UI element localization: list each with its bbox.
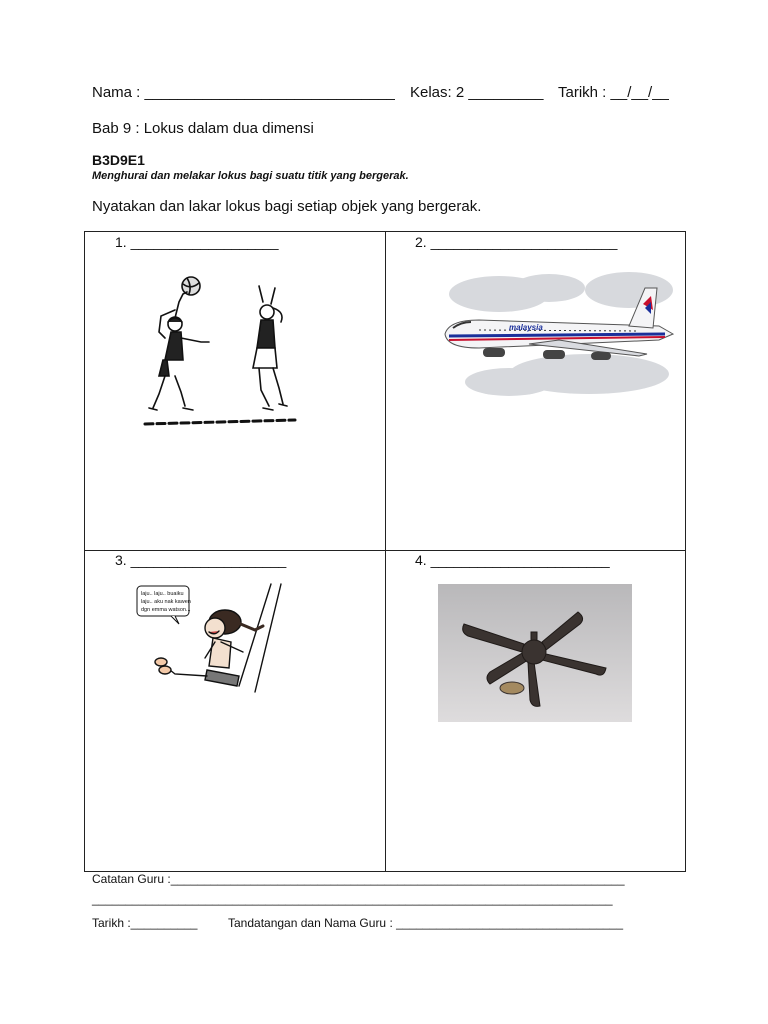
swing-girl-image (135, 582, 285, 708)
footer-tandatangan: Tandatangan dan Nama Guru : __________________________________ (228, 916, 624, 930)
question-2-label: 2. ________________________ (415, 234, 618, 250)
question-grid (84, 231, 686, 872)
speech-line-1: laju.. laju.. buaiku (141, 591, 184, 597)
catatan-guru-line: Catatan Guru :____________________________________________________________________ (92, 872, 625, 886)
nama-field: Nama : ______________________________ (92, 84, 395, 101)
question-4-label: 4. _______________________ (415, 552, 610, 568)
tarikh-field: Tarikh : __/__/__ (558, 84, 669, 101)
instruction: Nyatakan dan lakar lokus bagi setiap objek yang bergerak. (92, 198, 482, 215)
grid-divider-vertical (385, 232, 386, 871)
footer-tarikh: Tarikh :__________ (92, 916, 198, 930)
grid-divider-horizontal (85, 550, 685, 551)
malaysia-livery-text: malaysia (509, 323, 543, 332)
learning-objective: Menghurai dan melakar lokus bagi suatu titik yang bergerak. (92, 170, 409, 182)
speech-line-2: laju.. aku nak kawen (141, 599, 191, 605)
chapter-title: Bab 9 : Lokus dalam dua dimensi (92, 120, 314, 137)
speech-line-3: dgn emma watson... (141, 607, 191, 613)
catatan-guru-line-2: ______________________________________________________________________________ (92, 892, 613, 906)
activity-code: B3D9E1 (92, 152, 145, 168)
question-3-label: 3. ____________________ (115, 552, 287, 568)
netball-players-image (135, 272, 305, 432)
ceiling-fan-image (438, 584, 632, 722)
airplane-image (439, 264, 679, 406)
question-1-label: 1. ___________________ (115, 234, 279, 250)
kelas-field: Kelas: 2 _________ (410, 84, 544, 101)
